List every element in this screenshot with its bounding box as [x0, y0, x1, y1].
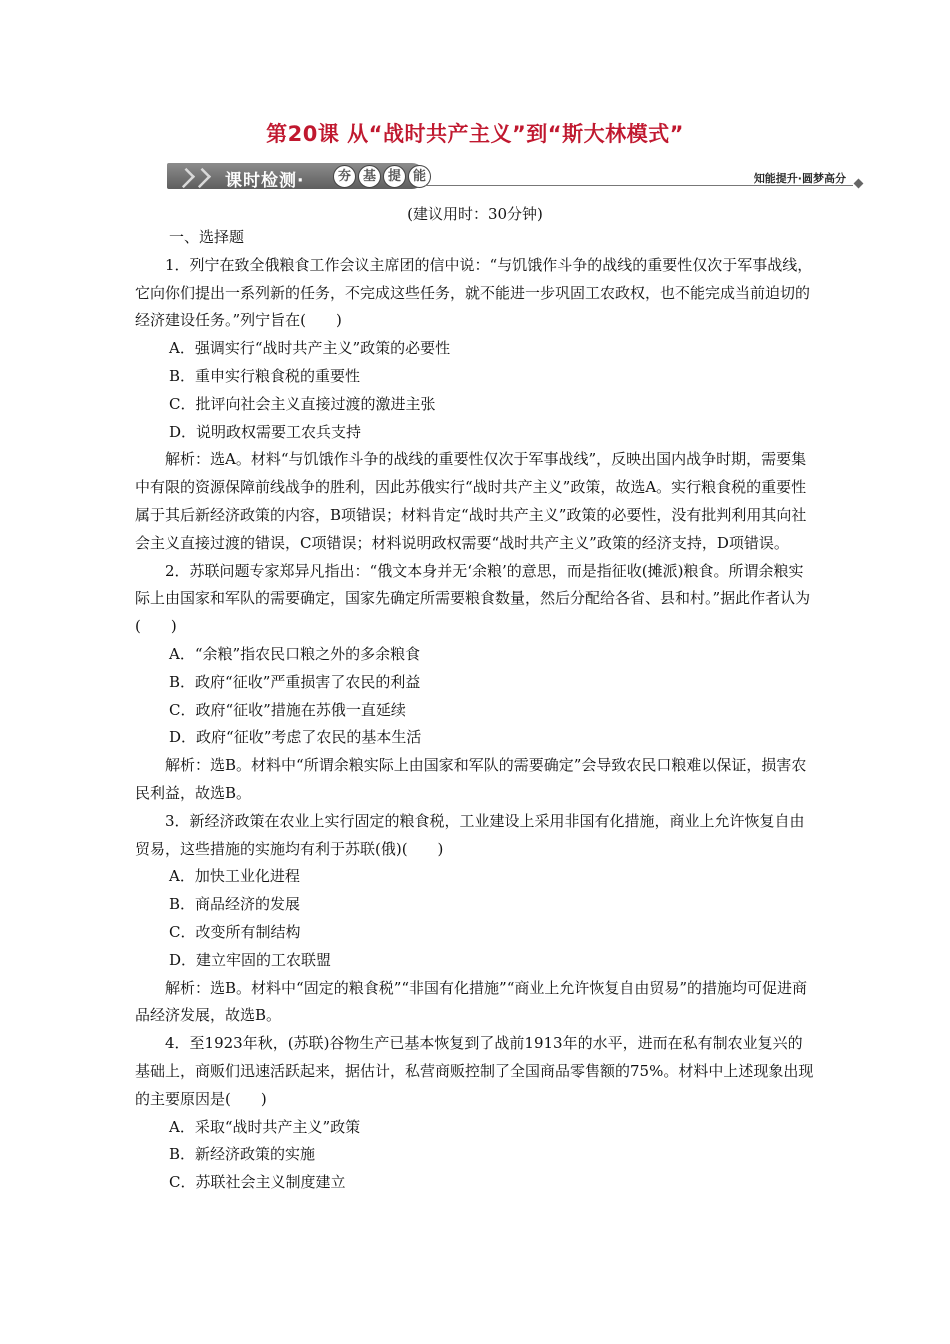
option: D．说明政权需要工农兵支持 [169, 422, 362, 441]
banner-circle: 夯 [333, 165, 356, 188]
option: B．重申实行粮食税的重要性 [169, 366, 361, 385]
option: A．加快工业化进程 [169, 867, 300, 886]
question-stem: 4．至1923年秋，(苏联)谷物生产已基本恢复到了战前1913年的水平，进而在私有制农业复兴的基础上，商贩们迅速活跃起来，据估计，私营商贩控制了全国商品零售额的75%。材料中上述现象出现的主要原因是( ) [135, 1034, 814, 1108]
banner-circle: 提 [383, 165, 406, 188]
banner-dot: · [297, 171, 305, 191]
banner-circle: 能 [408, 165, 431, 188]
banner-slogan: 知能提升·圆梦高分 [753, 172, 846, 185]
option: A．强调实行“战时共产主义”政策的必要性 [169, 339, 451, 358]
question-stem: 2．苏联问题专家郑异凡指出：“俄文本身并无‘余粮’的意思，而是指征收(摊派)粮食。所谓余粮实际上由国家和军队的需要确定，国家先确定所需要粮食数量，然后分配给各省、县和村。”据此作者认为( ) [135, 561, 811, 636]
banner-bar [167, 163, 425, 189]
suggested-time: (建议用时：30分钟) [407, 205, 543, 223]
diamond-icon [854, 179, 864, 189]
explanation: 解析：选A。材料“与饥饿作斗争的战线的重要性仅次于军事战线”，反映出国内战争时期，需要集中有限的资源保障前线战争的胜利，因此苏俄实行“战时共产主义”政策，故选A。实行粮食税的重要性属于其后新经济政策的内容，B项错误；材料肯定“战时共产主义”政策的必要性，没有批判利用其向社会主义直接过渡的错误，C项错误；材料说明政权需要“战时共产主义”政策的经济支持，D项错误。 [135, 450, 807, 552]
banner-circle-group [333, 165, 431, 188]
banner-label [225, 166, 304, 191]
option: C．苏联社会主义制度建立 [169, 1173, 346, 1192]
question-list [135, 224, 815, 1197]
option: B．商品经济的发展 [169, 895, 301, 914]
option: B．政府“征收”严重损害了农民的利益 [169, 672, 421, 691]
lesson-title: 第20课 从“战时共产主义”到“斯大林模式” [266, 122, 684, 146]
question-stem: 3．新经济政策在农业上实行固定的粮食税，工业建设上采用非国有化措施，商业上允许恢复自由贸易，这些措施的实施均有利于苏联(俄)( ) [135, 811, 805, 858]
explanation: 解析：选B。材料中“固定的粮食税”“非国有化措施”“商业上允许恢复自由贸易”的措施均可促进商品经济发展，故选B。 [135, 978, 808, 1025]
section-heading: 一、选择题 [169, 228, 245, 246]
banner-label-text: 课时检测 [225, 171, 297, 191]
option: C．批评向社会主义直接过渡的激进主张 [169, 394, 436, 413]
option: B．新经济政策的实施 [169, 1145, 316, 1164]
banner-circle: 基 [358, 165, 381, 188]
option: C．政府“征收”措施在苏俄一直延续 [169, 700, 406, 719]
option: D．建立牢固的工农联盟 [169, 950, 332, 969]
question-stem: 1．列宁在致全俄粮食工作会议主席团的信中说：“与饥饿作斗争的战线的重要性仅次于军事战线，它向你们提出一系列新的任务，不完成这些任务，就不能进一步巩固工农政权，也不能完成当前迫切的经济建设任务。”列宁旨在( ) [135, 255, 813, 330]
option: D．政府“征收”考虑了农民的基本生活 [169, 728, 422, 747]
option: A．“余粮”指农民口粮之外的多余粮食 [169, 644, 421, 663]
option: A．采取“战时共产主义”政策 [169, 1117, 361, 1136]
option: C．改变所有制结构 [169, 922, 301, 941]
section-banner [167, 162, 862, 192]
chevron-right-icon [191, 168, 211, 188]
explanation: 解析：选B。材料中“所谓余粮实际上由国家和军队的需要确定”会导致农民口粮难以保证，损害农民利益，故选B。 [135, 756, 807, 802]
